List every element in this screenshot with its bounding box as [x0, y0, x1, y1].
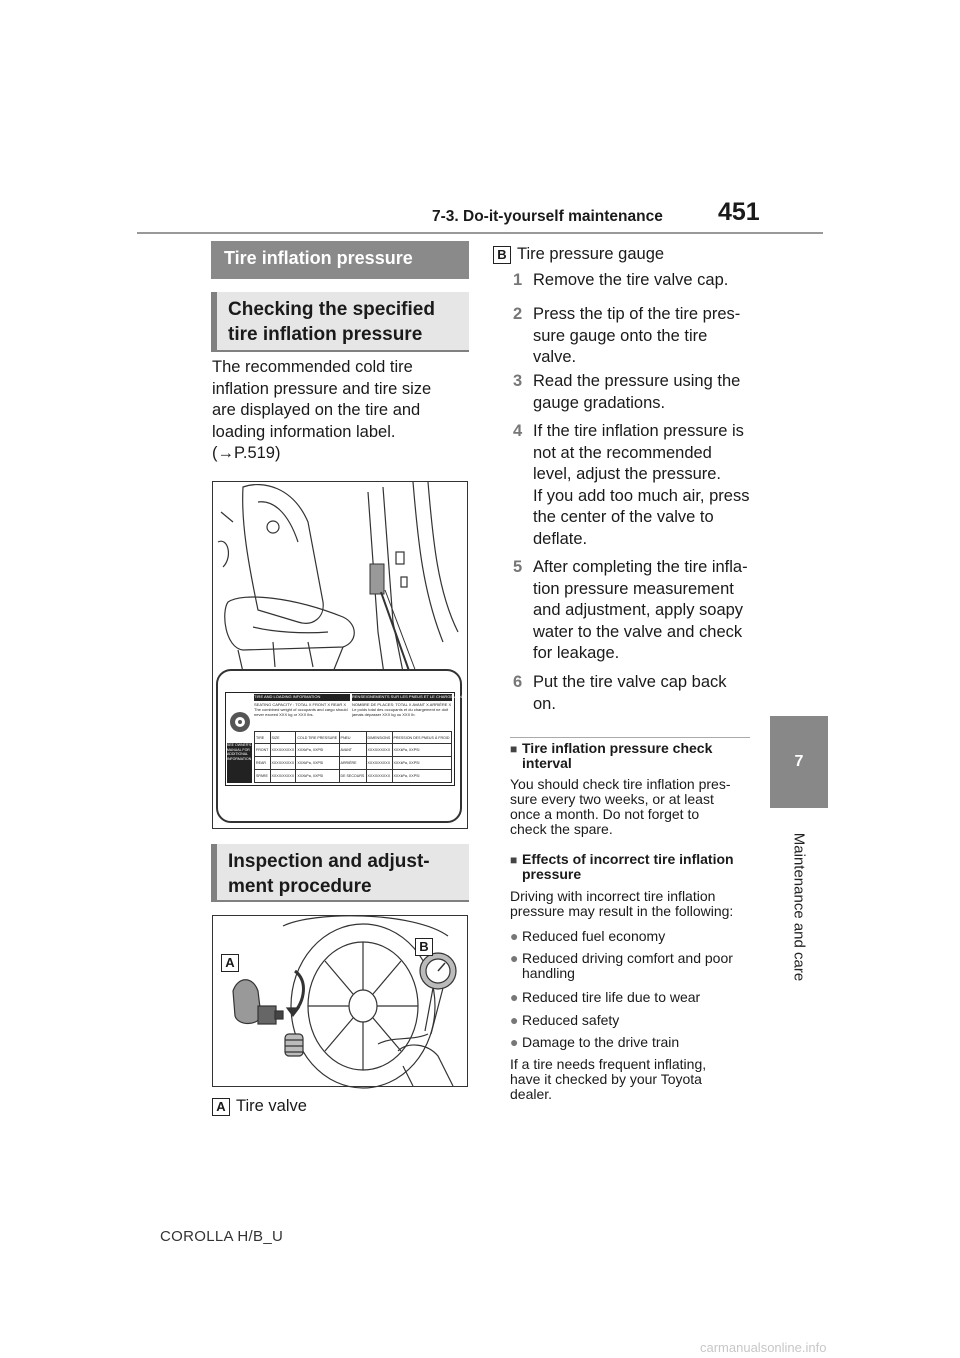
- step-5: 5 After completing the tire infla- tion pressure measurement and adjustment, apply soapy water to the valve and check for leakage.: [513, 558, 748, 662]
- header-rule: [137, 232, 823, 234]
- chapter-tab-number: 7: [770, 716, 828, 808]
- label-header-en: TIRE AND LOADING INFORMATION: [254, 694, 350, 701]
- step-1: 1 Remove the tire valve cap.: [513, 271, 729, 289]
- subheading-checking: Checking the specified tire inflation pressure: [211, 292, 469, 352]
- page-number: 451: [718, 198, 760, 226]
- bullet-item: ● Reduced tire life due to wear: [510, 989, 701, 1005]
- step-6: 6 Put the tire valve cap back on.: [513, 673, 727, 713]
- label-header-fr: RENSEIGNEMENTS SUR LES PNEUS ET LE CHARGEMENT: [352, 694, 465, 699]
- caption-callout-a: A: [212, 1098, 230, 1116]
- chapter-tab-title: Maintenance and care: [790, 832, 808, 982]
- tire-loading-label: [225, 692, 465, 786]
- caption-tire-pressure-gauge: Tire pressure gauge: [517, 245, 665, 263]
- note-text-interval: You should check tire inflation pres- sure every two weeks, or at least once a month. Do not forget to check the spare.: [510, 776, 731, 837]
- callout-b: B: [415, 938, 433, 956]
- label-seating-en: SEATING CAPACITY : TOTAL X FRONT X REAR X The combined weight of occupants and cargo should never exceed XXX kg or XXX lbs.: [254, 702, 348, 717]
- step-4: 4 If the tire inflation pressure is not at the recommended level, adjust the pressure. If you add too much air, press the center of the valve to deflate.: [513, 422, 750, 548]
- bullet-item: ● Reduced driving comfort and poor handling: [510, 950, 733, 981]
- tire-label-location-figure: [212, 481, 468, 829]
- note-heading-interval: ■ Tire inflation pressure check interval: [510, 740, 713, 771]
- label-side-note-en: SEE OWNER'S MANUAL FOR ADDITIONAL INFORMATION: [227, 743, 252, 783]
- running-header-title: 7-3. Do-it-yourself maintenance: [432, 208, 663, 225]
- notes-divider: [510, 737, 750, 738]
- caption-callout-b: B: [493, 246, 511, 264]
- section-heading: Tire inflation pressure: [211, 241, 469, 279]
- tire-icon: [229, 711, 251, 733]
- caption-tire-valve: Tire valve: [236, 1097, 307, 1115]
- note-heading-effects: ■ Effects of incorrect tire inflation pressure: [510, 851, 734, 882]
- label-seating-fr: NOMBRE DE PLACES: TOTAL X AVANT X ARRIÈRE X Le poids total des occupants et du chargement ne doit jamais dépasser XXX kg ou XXX lb.: [352, 702, 452, 717]
- bullet-item: ● Damage to the drive train: [510, 1034, 680, 1050]
- label-pressure-table: TIRE SIZE COLD TIRE PRESSURE PNEU DIMENSIONS PRESSION DES PNEUS À FROID FRONT XXXX/XXXXX XXXkPa, XXPSI AVANT XXXX/XXXXX XXXkPa, XXPSI REAR XXXX/XXXXX XXXkPa, XXPSI ARRIÈRE XXXX/XXXXX XXXkPa, XXPSI SPARE XXXX/XXXXX XXXkPa, XXPSI DE SECOURS XXXX/XXXXX XXXkPa, XXPSI: [254, 731, 452, 783]
- bullet-item: ● Reduced safety: [510, 1012, 620, 1028]
- callout-a: A: [221, 954, 239, 972]
- closing-paragraph: If a tire needs frequent inflating, have it checked by your Toyota dealer.: [510, 1056, 707, 1102]
- footer-model: COROLLA H/B_U: [160, 1228, 284, 1245]
- tire-valve-gauge-figure: [212, 915, 468, 1087]
- subheading-inspection: Inspection and adjust- ment procedure: [211, 844, 469, 902]
- bullet-item: ● Reduced fuel economy: [510, 928, 666, 944]
- watermark: carmanualsonline.info: [700, 1340, 827, 1355]
- intro-paragraph: The recommended cold tire inflation pressure and tire size are displayed on the tire and loading information label. (→P.519): [212, 358, 432, 462]
- note-text-effects: Driving with incorrect tire inflation pressure may result in the following:: [510, 888, 734, 919]
- step-3: 3 Read the pressure using the gauge gradations.: [513, 372, 741, 412]
- step-2: 2 Press the tip of the tire pres- sure gauge onto the tire valve.: [513, 305, 741, 366]
